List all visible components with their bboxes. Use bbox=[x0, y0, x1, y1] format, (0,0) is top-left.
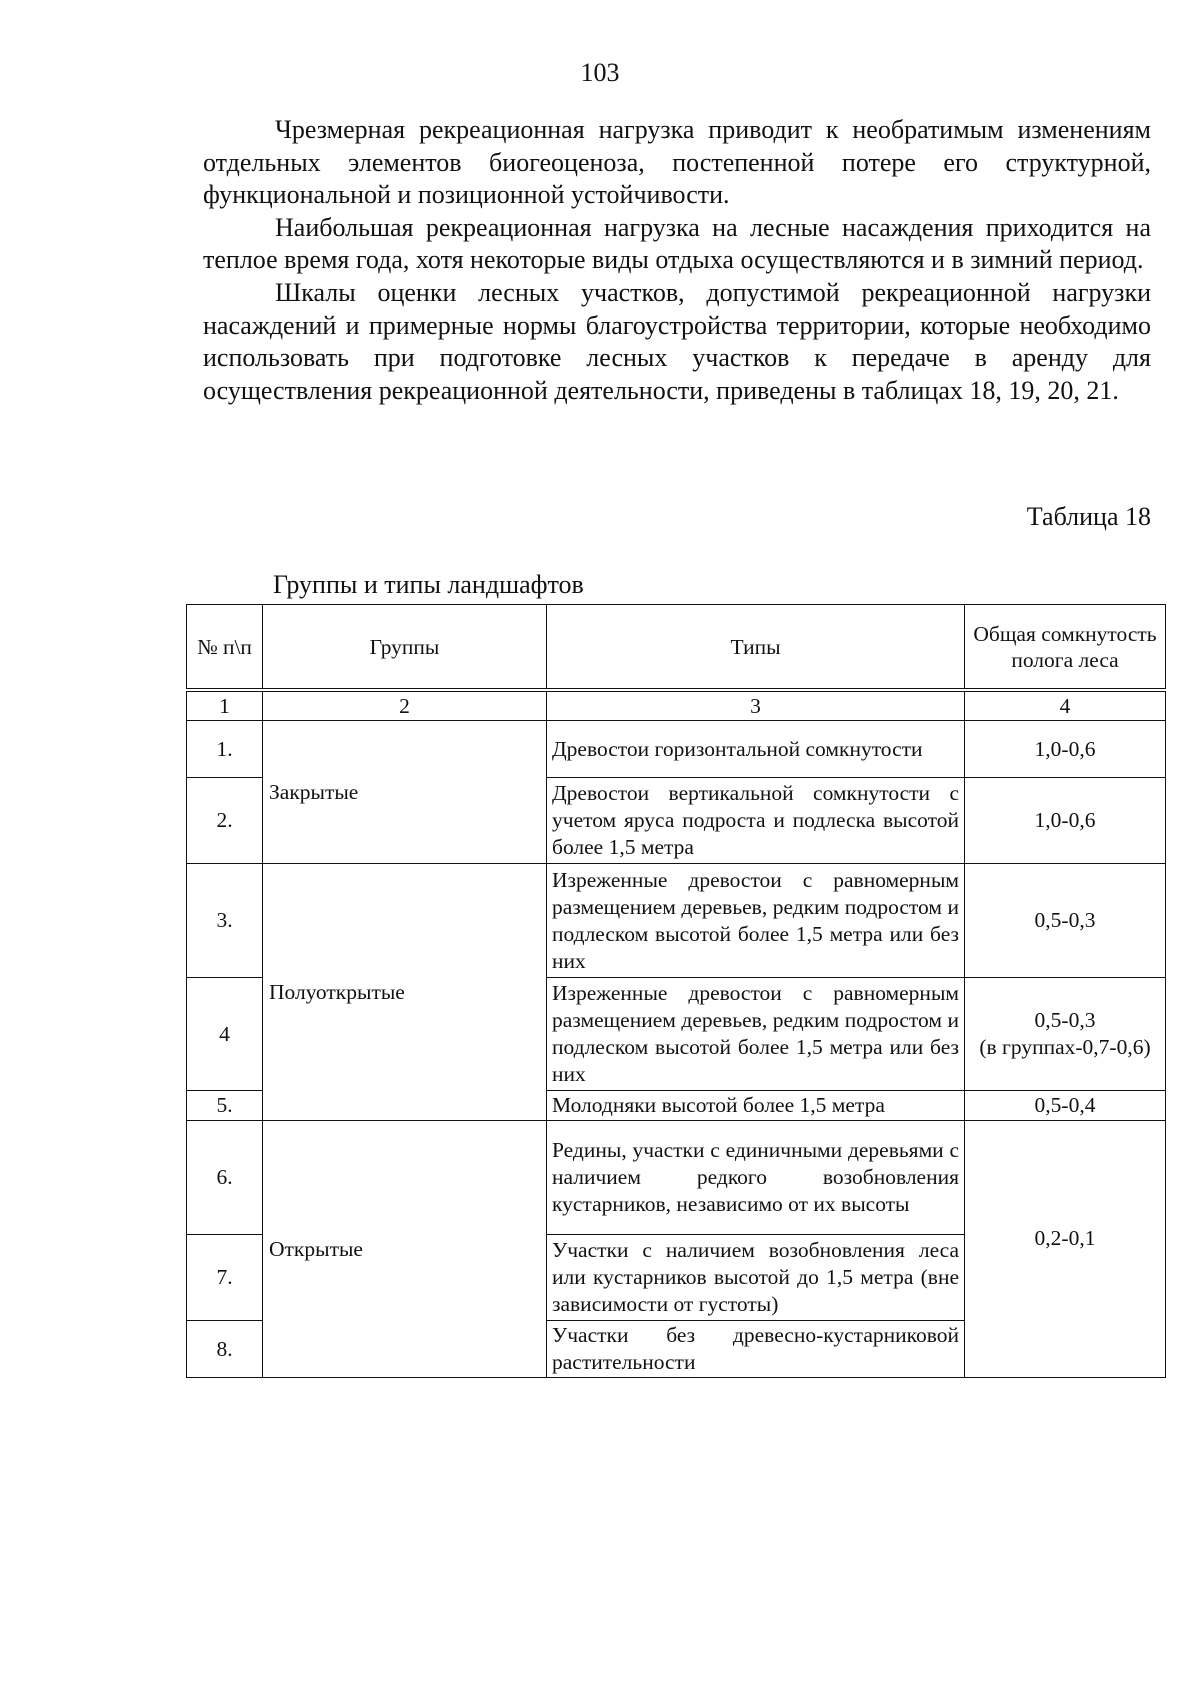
group-closed: Закрытые bbox=[263, 721, 547, 864]
row-density: 0,5-0,3 bbox=[965, 864, 1166, 978]
column-number: 1 bbox=[187, 690, 263, 721]
row-type: Изреженные древостои с равномерным размещением деревьев, редким подростом и подлеском высотой более 1,5 метра или без них bbox=[547, 978, 965, 1091]
row-number: 3. bbox=[187, 864, 263, 978]
header-number: № п\п bbox=[187, 605, 263, 691]
group-open: Открытые bbox=[263, 1121, 547, 1378]
row-number: 2. bbox=[187, 778, 263, 864]
header-types: Типы bbox=[547, 605, 965, 691]
page-number: 103 bbox=[580, 58, 620, 87]
row-number: 6. bbox=[187, 1121, 263, 1235]
row-number: 4 bbox=[187, 978, 263, 1091]
table-title: Группы и типы ландшафтов bbox=[273, 570, 584, 599]
paragraph-1: Чрезмерная рекреационная нагрузка приводит к необратимым изменениям отдельных элементов биогеоценоза, постепенной потере его структурной, функциональной и позиционной устойчивости. bbox=[203, 115, 1151, 210]
table-row bbox=[187, 1121, 1166, 1235]
row-number: 8. bbox=[187, 1321, 263, 1378]
open-density: 0,2-0,1 bbox=[965, 1121, 1166, 1378]
header-groups: Группы bbox=[263, 605, 547, 691]
table-header-row bbox=[187, 605, 1166, 691]
table-row bbox=[187, 864, 1166, 978]
column-number-row bbox=[187, 690, 1166, 721]
group-semi-open: Полуоткрытые bbox=[263, 864, 547, 1121]
density-value: 0,5-0,3 bbox=[1034, 1008, 1096, 1032]
row-number: 1. bbox=[187, 721, 263, 778]
row-density: 1,0-0,6 bbox=[965, 721, 1166, 778]
row-number: 7. bbox=[187, 1235, 263, 1321]
paragraph-3: Шкалы оценки лесных участков, допустимой рекреационной нагрузки насаждений и примерные нормы благоустройства территории, которые необходимо использовать при подготовке лесных участков к передаче в аренду для осуществления рекреационной деятельности, приведены в таблицах 18, 19, 20, 21. bbox=[203, 277, 1151, 405]
header-density: Общая сомкнутость полога леса bbox=[965, 605, 1166, 691]
density-note: (в группах-0,7-0,6) bbox=[979, 1035, 1151, 1059]
paragraph-2: Наибольшая рекреационная нагрузка на лесные насаждения приходится на теплое время года, хотя некоторые виды отдыха осуществляются и в зимний период. bbox=[203, 212, 1151, 275]
row-density: 0,5-0,4 bbox=[965, 1091, 1166, 1121]
row-type: Участки с наличием возобновления леса или кустарников высотой до 1,5 метра (вне зависимости от густоты) bbox=[547, 1235, 965, 1321]
table-number: Таблица 18 bbox=[1026, 502, 1151, 531]
row-type: Изреженные древостои с равномерным размещением деревьев, редким подростом и подлеском высотой более 1,5 метра или без них bbox=[547, 864, 965, 978]
row-type: Молодняки высотой более 1,5 метра bbox=[547, 1091, 965, 1121]
row-density bbox=[965, 978, 1166, 1091]
row-number: 5. bbox=[187, 1091, 263, 1121]
row-type: Редины, участки с единичными деревьями с наличием редкого возобновления кустарников, независимо от их высоты bbox=[547, 1121, 965, 1235]
column-number: 2 bbox=[263, 690, 547, 721]
table-row bbox=[187, 721, 1166, 778]
row-type: Древостои горизонтальной сомкнутости bbox=[547, 721, 965, 778]
row-type: Участки без древесно-кустарниковой растительности bbox=[547, 1321, 965, 1378]
row-type: Древостои вертикальной сомкнутости с учетом яруса подроста и подлеска высотой более 1,5 метра bbox=[547, 778, 965, 864]
column-number: 3 bbox=[547, 690, 965, 721]
row-density: 1,0-0,6 bbox=[965, 778, 1166, 864]
landscape-table bbox=[186, 604, 1166, 1378]
body-text bbox=[203, 114, 1151, 407]
column-number: 4 bbox=[965, 690, 1166, 721]
